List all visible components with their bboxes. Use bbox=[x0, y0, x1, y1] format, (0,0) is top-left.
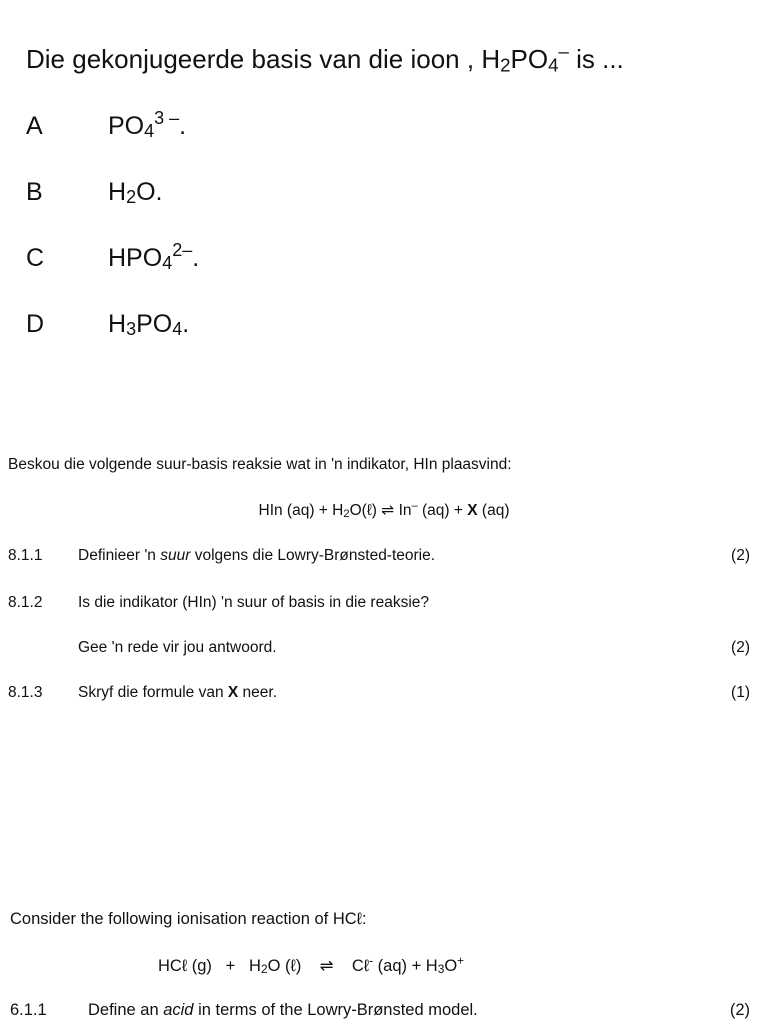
formula-sub: 2 bbox=[126, 187, 137, 208]
option-b[interactable] bbox=[26, 178, 162, 207]
ion-h: H bbox=[481, 44, 501, 74]
equation-part: (aq) + bbox=[417, 502, 468, 519]
option-formula bbox=[108, 240, 200, 274]
option-letter: D bbox=[26, 310, 45, 338]
formula-end: . bbox=[192, 244, 200, 272]
formula-sub: 4 bbox=[162, 253, 173, 274]
question-text bbox=[78, 684, 277, 702]
section8-equation bbox=[0, 501, 768, 520]
question-text-emphasis: suur bbox=[160, 547, 191, 564]
equation-part: HIn (aq) + H bbox=[258, 502, 344, 519]
question-8-1-2 bbox=[0, 594, 768, 616]
question-text-part: Define an bbox=[88, 1001, 164, 1019]
equation-part: O bbox=[444, 957, 458, 975]
equation-part: O(ℓ) ⇌ In bbox=[349, 502, 412, 519]
section8-intro: Beskou die volgende suur-basis reaksie wat in 'n indikator, HIn plaasvind: bbox=[8, 456, 512, 473]
option-letter: A bbox=[26, 112, 43, 140]
formula-charge: 3 – bbox=[154, 108, 180, 129]
ion-sub: 4 bbox=[548, 54, 559, 76]
equation-sub: 2 bbox=[343, 508, 350, 520]
question-text-part: Definieer 'n bbox=[78, 547, 161, 564]
equation-part: O (ℓ) ⇌ Cℓ bbox=[267, 957, 370, 975]
question-text-part: neer. bbox=[238, 684, 278, 701]
equation-part: (aq) bbox=[477, 502, 510, 519]
ion-sub: 2 bbox=[500, 54, 511, 76]
section6-equation bbox=[158, 953, 465, 977]
question-text-part: Skryf die formule van bbox=[78, 684, 228, 701]
equation-part: HCℓ (g) + H bbox=[158, 957, 261, 975]
equation-sub: 3 bbox=[437, 962, 445, 977]
question-stem-text: Die gekonjugeerde basis van die ioon , bbox=[26, 44, 482, 74]
question-number: 8.1.2 bbox=[8, 594, 43, 611]
equation-charge: - bbox=[369, 953, 374, 968]
equation-x: X bbox=[467, 502, 478, 519]
formula-end: . bbox=[179, 112, 187, 140]
option-a[interactable] bbox=[26, 108, 187, 142]
question-text-part: in terms of the Lowry-Brønsted model. bbox=[193, 1001, 478, 1019]
formula-sub: 4 bbox=[172, 319, 183, 340]
formula-sub: 4 bbox=[144, 121, 155, 142]
option-formula bbox=[108, 310, 189, 339]
equation-part: (aq) + H bbox=[373, 957, 438, 975]
equation-charge: – bbox=[411, 499, 418, 512]
question-8-1-2-line2 bbox=[0, 639, 768, 661]
option-c[interactable] bbox=[26, 240, 200, 274]
question-text-part: volgens die Lowry-Brønsted-teorie. bbox=[190, 547, 436, 564]
question-6-1-1 bbox=[0, 1001, 768, 1023]
ion-po: PO bbox=[510, 44, 549, 74]
formula-part: PO bbox=[136, 310, 173, 338]
formula-part: H bbox=[108, 178, 127, 206]
formula-end: . bbox=[182, 310, 190, 338]
option-letter: B bbox=[26, 178, 43, 206]
formula-part: HPO bbox=[108, 244, 163, 272]
question-marks: (1) bbox=[731, 684, 750, 701]
formula-sub: 3 bbox=[126, 319, 137, 340]
question-text-x: X bbox=[227, 684, 239, 701]
question-8-1-3 bbox=[0, 684, 768, 706]
equation-sub: 2 bbox=[260, 962, 268, 977]
option-formula bbox=[108, 108, 187, 142]
section6-intro: Consider the following ionisation reaction of HCℓ: bbox=[10, 910, 367, 928]
question-stem bbox=[26, 40, 624, 76]
question-number: 6.1.1 bbox=[10, 1001, 47, 1019]
question-text bbox=[78, 547, 435, 565]
question-stem-tail: is ... bbox=[568, 44, 624, 74]
formula-end: . bbox=[155, 178, 163, 206]
formula-part: PO bbox=[108, 112, 145, 140]
question-marks: (2) bbox=[731, 547, 750, 564]
formula-part: H bbox=[108, 310, 127, 338]
option-formula bbox=[108, 178, 162, 207]
question-marks: (2) bbox=[729, 1001, 750, 1019]
equation-charge: + bbox=[457, 953, 465, 968]
option-d[interactable] bbox=[26, 310, 189, 339]
question-number: 8.1.3 bbox=[8, 684, 43, 701]
question-marks: (2) bbox=[731, 639, 750, 656]
formula-part: O bbox=[136, 178, 156, 206]
formula-charge: 2– bbox=[172, 240, 193, 261]
question-text-emphasis: acid bbox=[163, 1001, 194, 1019]
question-text: Is die indikator (HIn) 'n suur of basis in die reaksie? bbox=[78, 594, 430, 611]
question-number: 8.1.1 bbox=[8, 547, 43, 564]
question-text: Gee 'n rede vir jou antwoord. bbox=[78, 639, 277, 656]
option-letter: C bbox=[26, 244, 45, 272]
question-8-1-1 bbox=[0, 547, 768, 569]
ion-charge: – bbox=[558, 40, 569, 62]
question-text bbox=[88, 1001, 478, 1020]
